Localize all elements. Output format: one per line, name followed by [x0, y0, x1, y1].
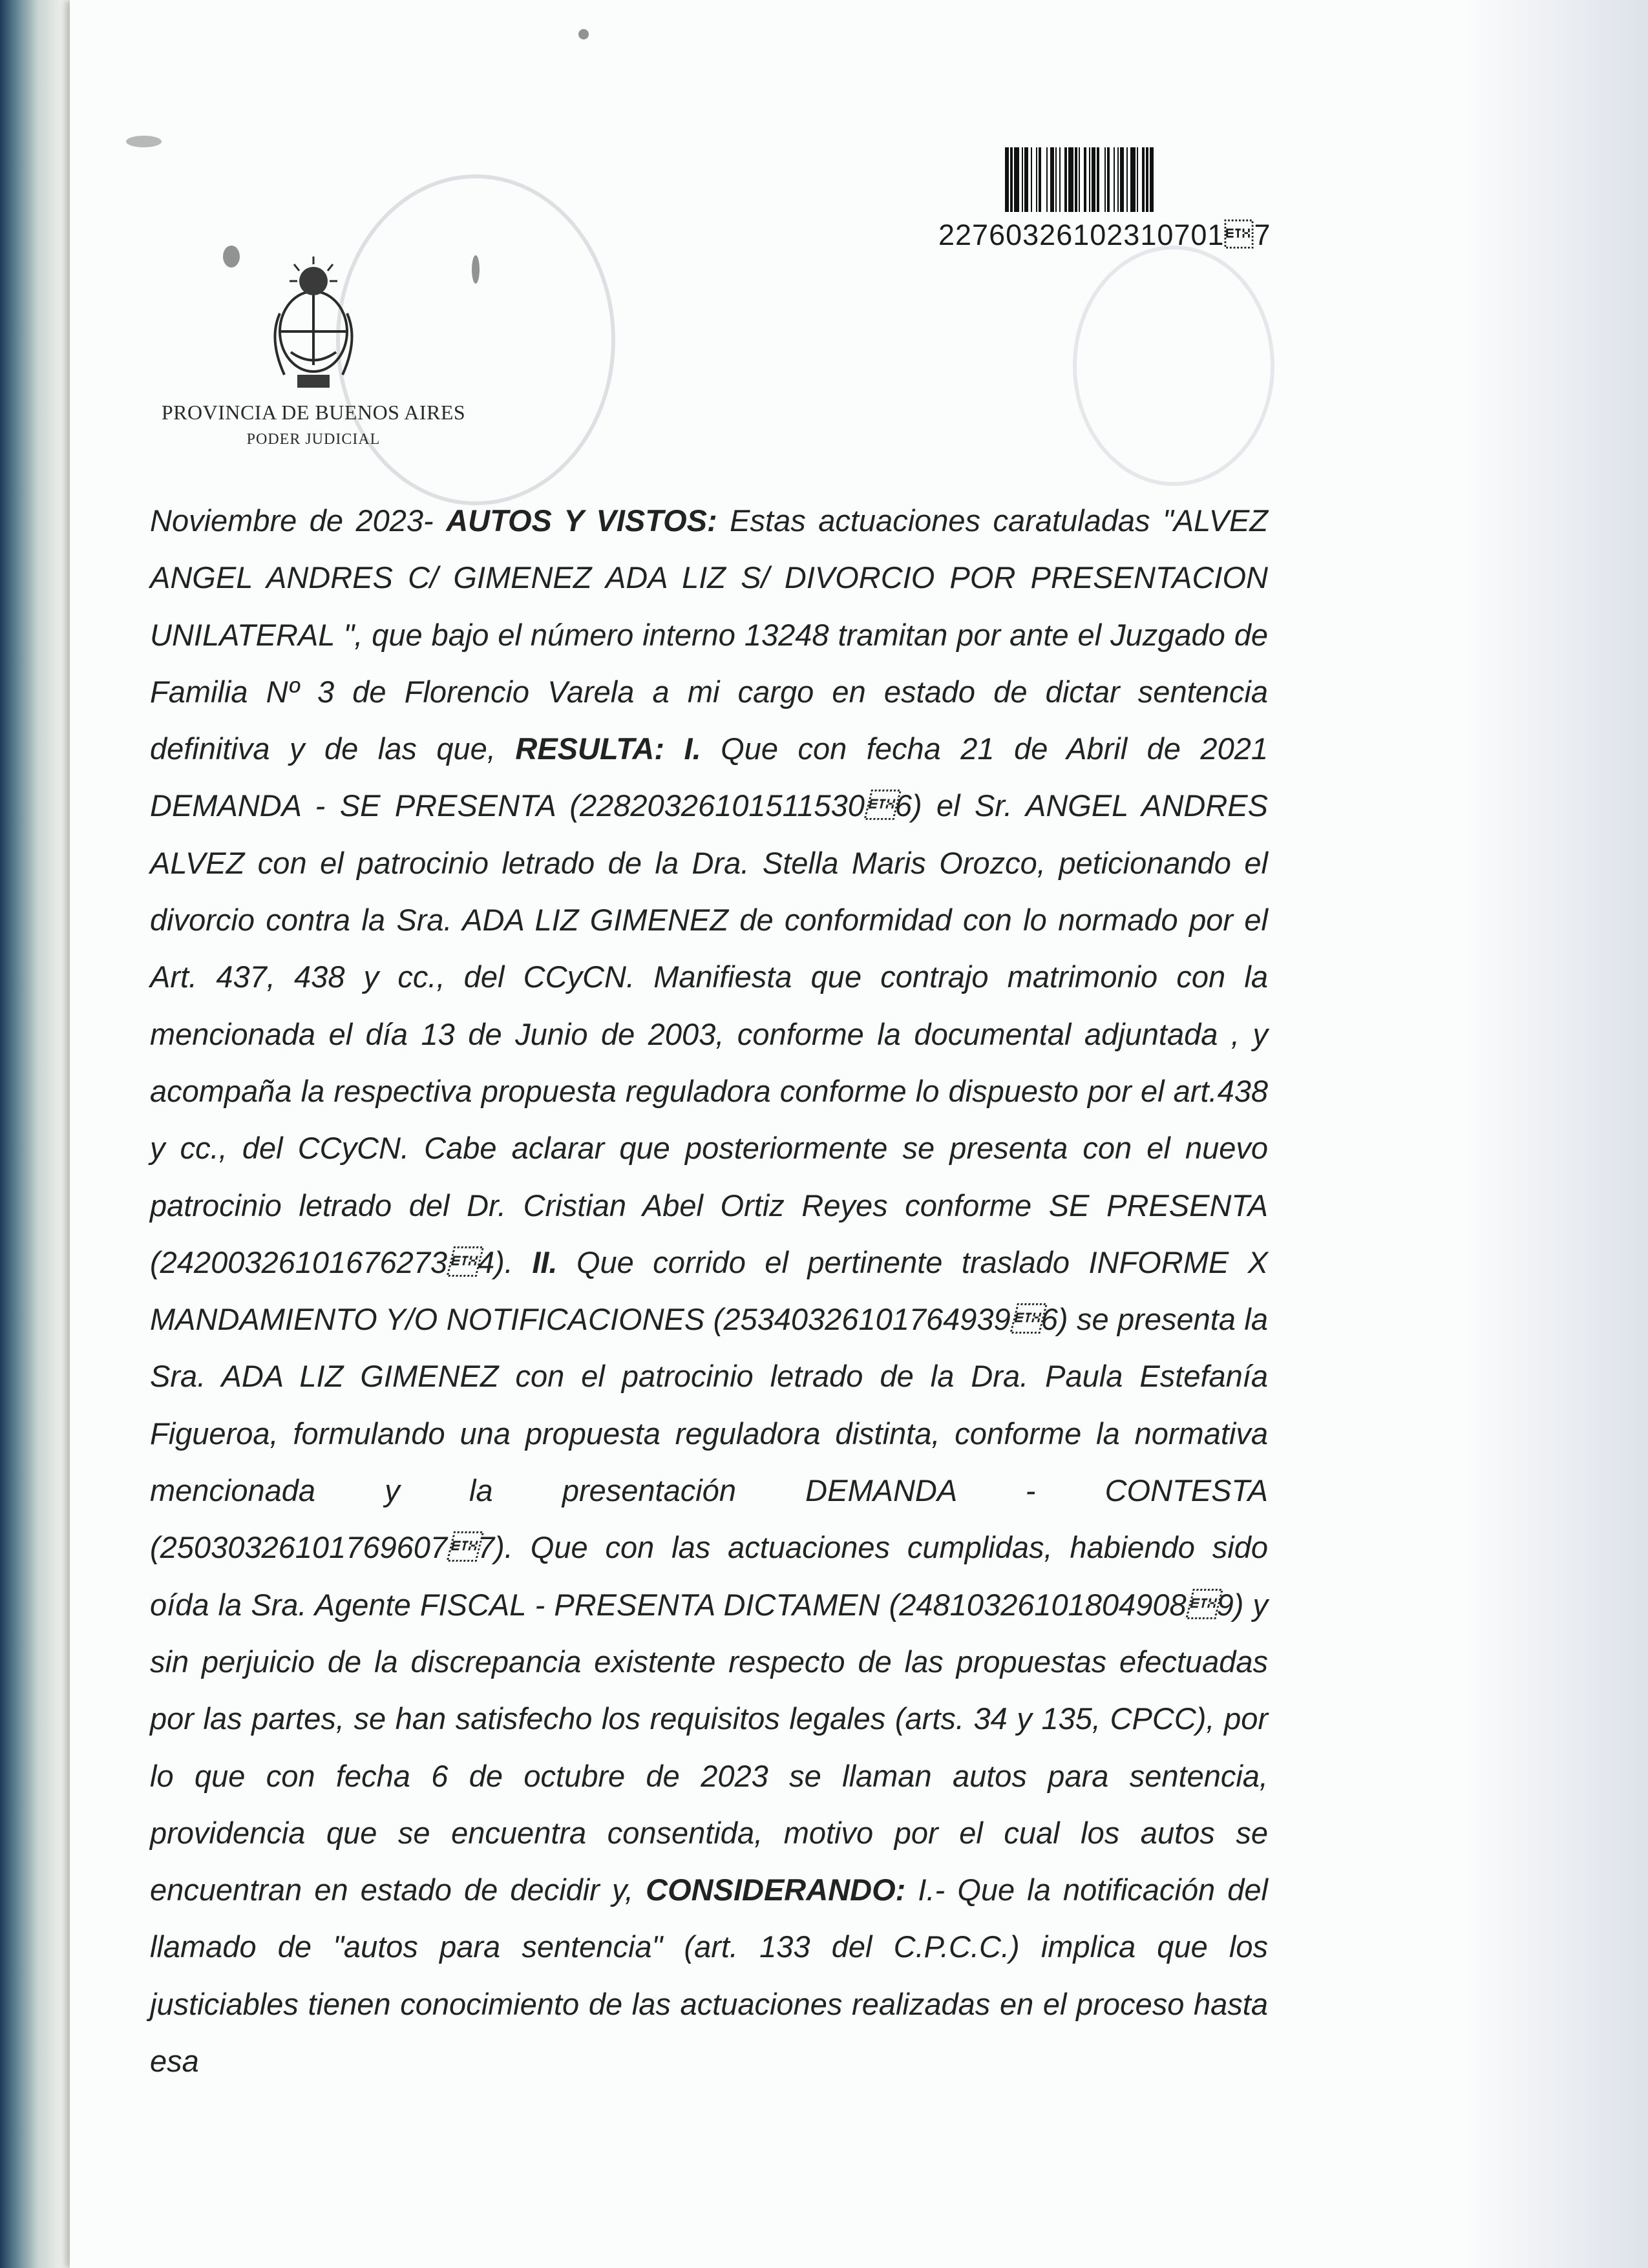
barcode-number: 227603261023107017 [938, 218, 1271, 251]
text-run: Estas actuaciones caratuladas "ALVEZ ANGEL ANDRES C/ GIMENEZ ADA LIZ S/ DIVORCIO POR PRESENTACION UNILATERAL ", que bajo el número interno 13248 tramitan por ante el Juzgado de Familia Nº 3 de Florencio Varela a mi cargo en estado de dictar sentencia definitiva y de las que, [150, 503, 1269, 766]
ink-speck [223, 246, 240, 268]
sentence-body [150, 492, 1268, 2090]
text-run: Que corrido el pertinente traslado INFORME X MANDAMIENTO Y/O NOTIFICACIONES (253403261017649396) se presenta la Sra. ADA LIZ GIMENEZ con el patrocinio letrado de la Dra. Paula Estefanía Figueroa, formulando una propuesta reguladora distinta, conforme la normativa mencionada y la presentación DEMANDA - CONTESTA (250303261017696077). Que con las actuaciones cumplidas, habiendo sido oída la Sra. Agente FISCAL - PRESENTA DICTAMEN (248103261018049089) y sin perjuicio de la discrepancia existente respecto de las propuestas efectuadas por las partes, se han satisfecho los requisitos legales (arts. 34 y 135, CPCC), por lo que con fecha 6 de octubre de 2023 se llaman autos para sentencia, providencia que se encuentra consentida, motivo por el cual los autos se encuentran en estado de decidir y, [150, 1244, 1268, 1907]
barcode-bar [1014, 147, 1019, 212]
body-paragraph [150, 492, 1268, 2090]
text-run: Que con fecha 21 de Abril de 2021 DEMANDA - SE PRESENTA (228203261015115306) el Sr. ANGEL ANDRES ALVEZ con el patrocinio letrado de la Dra. Stella Maris Orozco, peticionando el divorcio contra la Sra. ADA LIZ GIMENEZ de conformidad con lo normado por el Art. 437, 438 y cc., del CCyCN. Manifiesta que contrajo matrimonio con la mencionada el día 13 de Junio de 2003, conforme la documental adjuntada , y acompaña la respectiva propuesta reguladora conforme lo dispuesto por el art.438 y cc., del CCyCN. Cabe aclarar que posteriormente se presenta con el nuevo patrocinio letrado del Dr. Cristian Abel Ortiz Reyes conforme SE PRESENTA (242003261016762734). [150, 731, 1268, 1279]
bold-heading-run: II. [532, 1244, 558, 1279]
coat-of-arms-icon [265, 255, 362, 397]
barcode-bar [1154, 147, 1155, 212]
province-name: PROVINCIA DE BUENOS AIRES [161, 401, 466, 424]
institution-header [152, 401, 475, 448]
text-run: Noviembre de 2023- [150, 503, 447, 538]
bold-heading-run: CONSIDERANDO: [646, 1873, 906, 1907]
ink-speck [126, 136, 162, 147]
barcode [1005, 147, 1263, 212]
text-run: I.- Que la notificación del llamado de "autos para sentencia" (art. 133 del C.P.C.C.) implica que los justiciables tienen conocimiento de las actuaciones realizadas en el proceso hasta esa [150, 1873, 1268, 2079]
bleed-through-seal [1073, 246, 1274, 486]
judicial-branch: PODER JUDICIAL [246, 431, 381, 448]
bold-heading-run: AUTOS Y VISTOS: [446, 503, 717, 538]
ink-speck [472, 255, 480, 284]
faint-seal-stamp [336, 174, 615, 505]
barcode-bar [1099, 147, 1104, 212]
page-fold-shadow [1467, 0, 1648, 2268]
bold-heading-run: RESULTA: I. [515, 731, 701, 766]
barcode-bar [1068, 147, 1073, 212]
barcode-bar [1041, 147, 1046, 212]
ink-speck [578, 29, 589, 39]
barcode-bar [1130, 147, 1136, 212]
